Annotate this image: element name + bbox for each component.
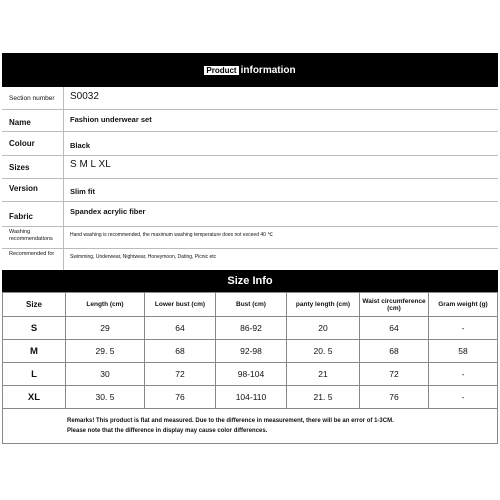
panty-length-cell: 21. 5 [287,386,360,409]
info-row-fabric [2,201,498,227]
length-cell: 29. 5 [66,340,145,363]
size-table [2,292,498,409]
size-cell: XL [3,386,66,409]
table-row [3,386,498,409]
info-value: S0032 [70,91,99,102]
info-row-sizes [2,155,498,179]
size-cell: L [3,363,66,386]
size-table-header: Waist circumference (cm) [360,293,429,317]
size-table-header-row [3,293,498,317]
weight-cell: - [429,386,498,409]
remarks-box [2,408,498,444]
bust-cell: 86-92 [216,317,287,340]
lower-bust-cell: 68 [145,340,216,363]
remarks-line-1: Remarks! This product is flat and measured. Due to the difference in measurement, there will be an error of 1-3CM. [67,418,394,424]
lower-bust-cell: 72 [145,363,216,386]
waist-cell: 64 [360,317,429,340]
info-value: Swimming, Underwear, Nightwear, Honeymoon, Dating, Picnic etc [70,254,217,260]
weight-cell: - [429,363,498,386]
info-row-recommended [2,248,498,270]
bust-cell: 92-98 [216,340,287,363]
size-table-header: Size [3,293,66,317]
info-value: Black [70,141,91,150]
info-label: Fabric [9,212,34,221]
info-label: Version [9,184,38,193]
bust-cell: 104-110 [216,386,287,409]
size-info-title: Size Info [227,275,273,287]
info-row-colour [2,131,498,156]
size-table-header: Length (cm) [66,293,145,317]
remarks-line-2: Please note that the difference in display may cause color differences. [67,428,268,434]
length-cell: 30 [66,363,145,386]
info-label: Recommended for [9,251,55,257]
info-label: Section number [9,95,55,102]
info-row-name [2,109,498,132]
size-cell: M [3,340,66,363]
length-cell: 30. 5 [66,386,145,409]
product-title-highlight: Product [206,65,237,75]
panty-length-cell: 20 [287,317,360,340]
info-value: Spandex acrylic fiber [70,207,146,216]
table-row [3,363,498,386]
info-value: Fashion underwear set [70,115,152,124]
panty-length-cell: 21 [287,363,360,386]
info-row-washing [2,226,498,249]
info-label: Colour [9,139,35,148]
length-cell: 29 [66,317,145,340]
info-value: Slim fit [70,187,96,196]
bust-cell: 98-104 [216,363,287,386]
info-label: Washing recommendations [9,229,53,242]
size-table-header: Bust (cm) [216,293,287,317]
product-information-header [2,53,498,87]
waist-cell: 68 [360,340,429,363]
weight-cell: 58 [429,340,498,363]
waist-cell: 72 [360,363,429,386]
info-row-version [2,178,498,202]
table-row [3,317,498,340]
product-title-rest: information [240,64,296,76]
info-label: Sizes [9,163,30,172]
size-table-header: Gram weight (g) [429,293,498,317]
lower-bust-cell: 76 [145,386,216,409]
lower-bust-cell: 64 [145,317,216,340]
size-info-header [2,270,498,292]
info-value: S M L XL [70,159,111,170]
product-information-title [204,65,295,76]
table-row [3,340,498,363]
size-table-header: Lower bust (cm) [145,293,216,317]
info-label: Name [9,118,31,127]
size-table-header: panty length (cm) [287,293,360,317]
panty-length-cell: 20. 5 [287,340,360,363]
info-row-section-number [2,87,498,110]
size-cell: S [3,317,66,340]
waist-cell: 76 [360,386,429,409]
info-value: Hand washing is recommended, the maximum washing temperature does not exceed 40 ℃ [70,232,273,238]
weight-cell: - [429,317,498,340]
